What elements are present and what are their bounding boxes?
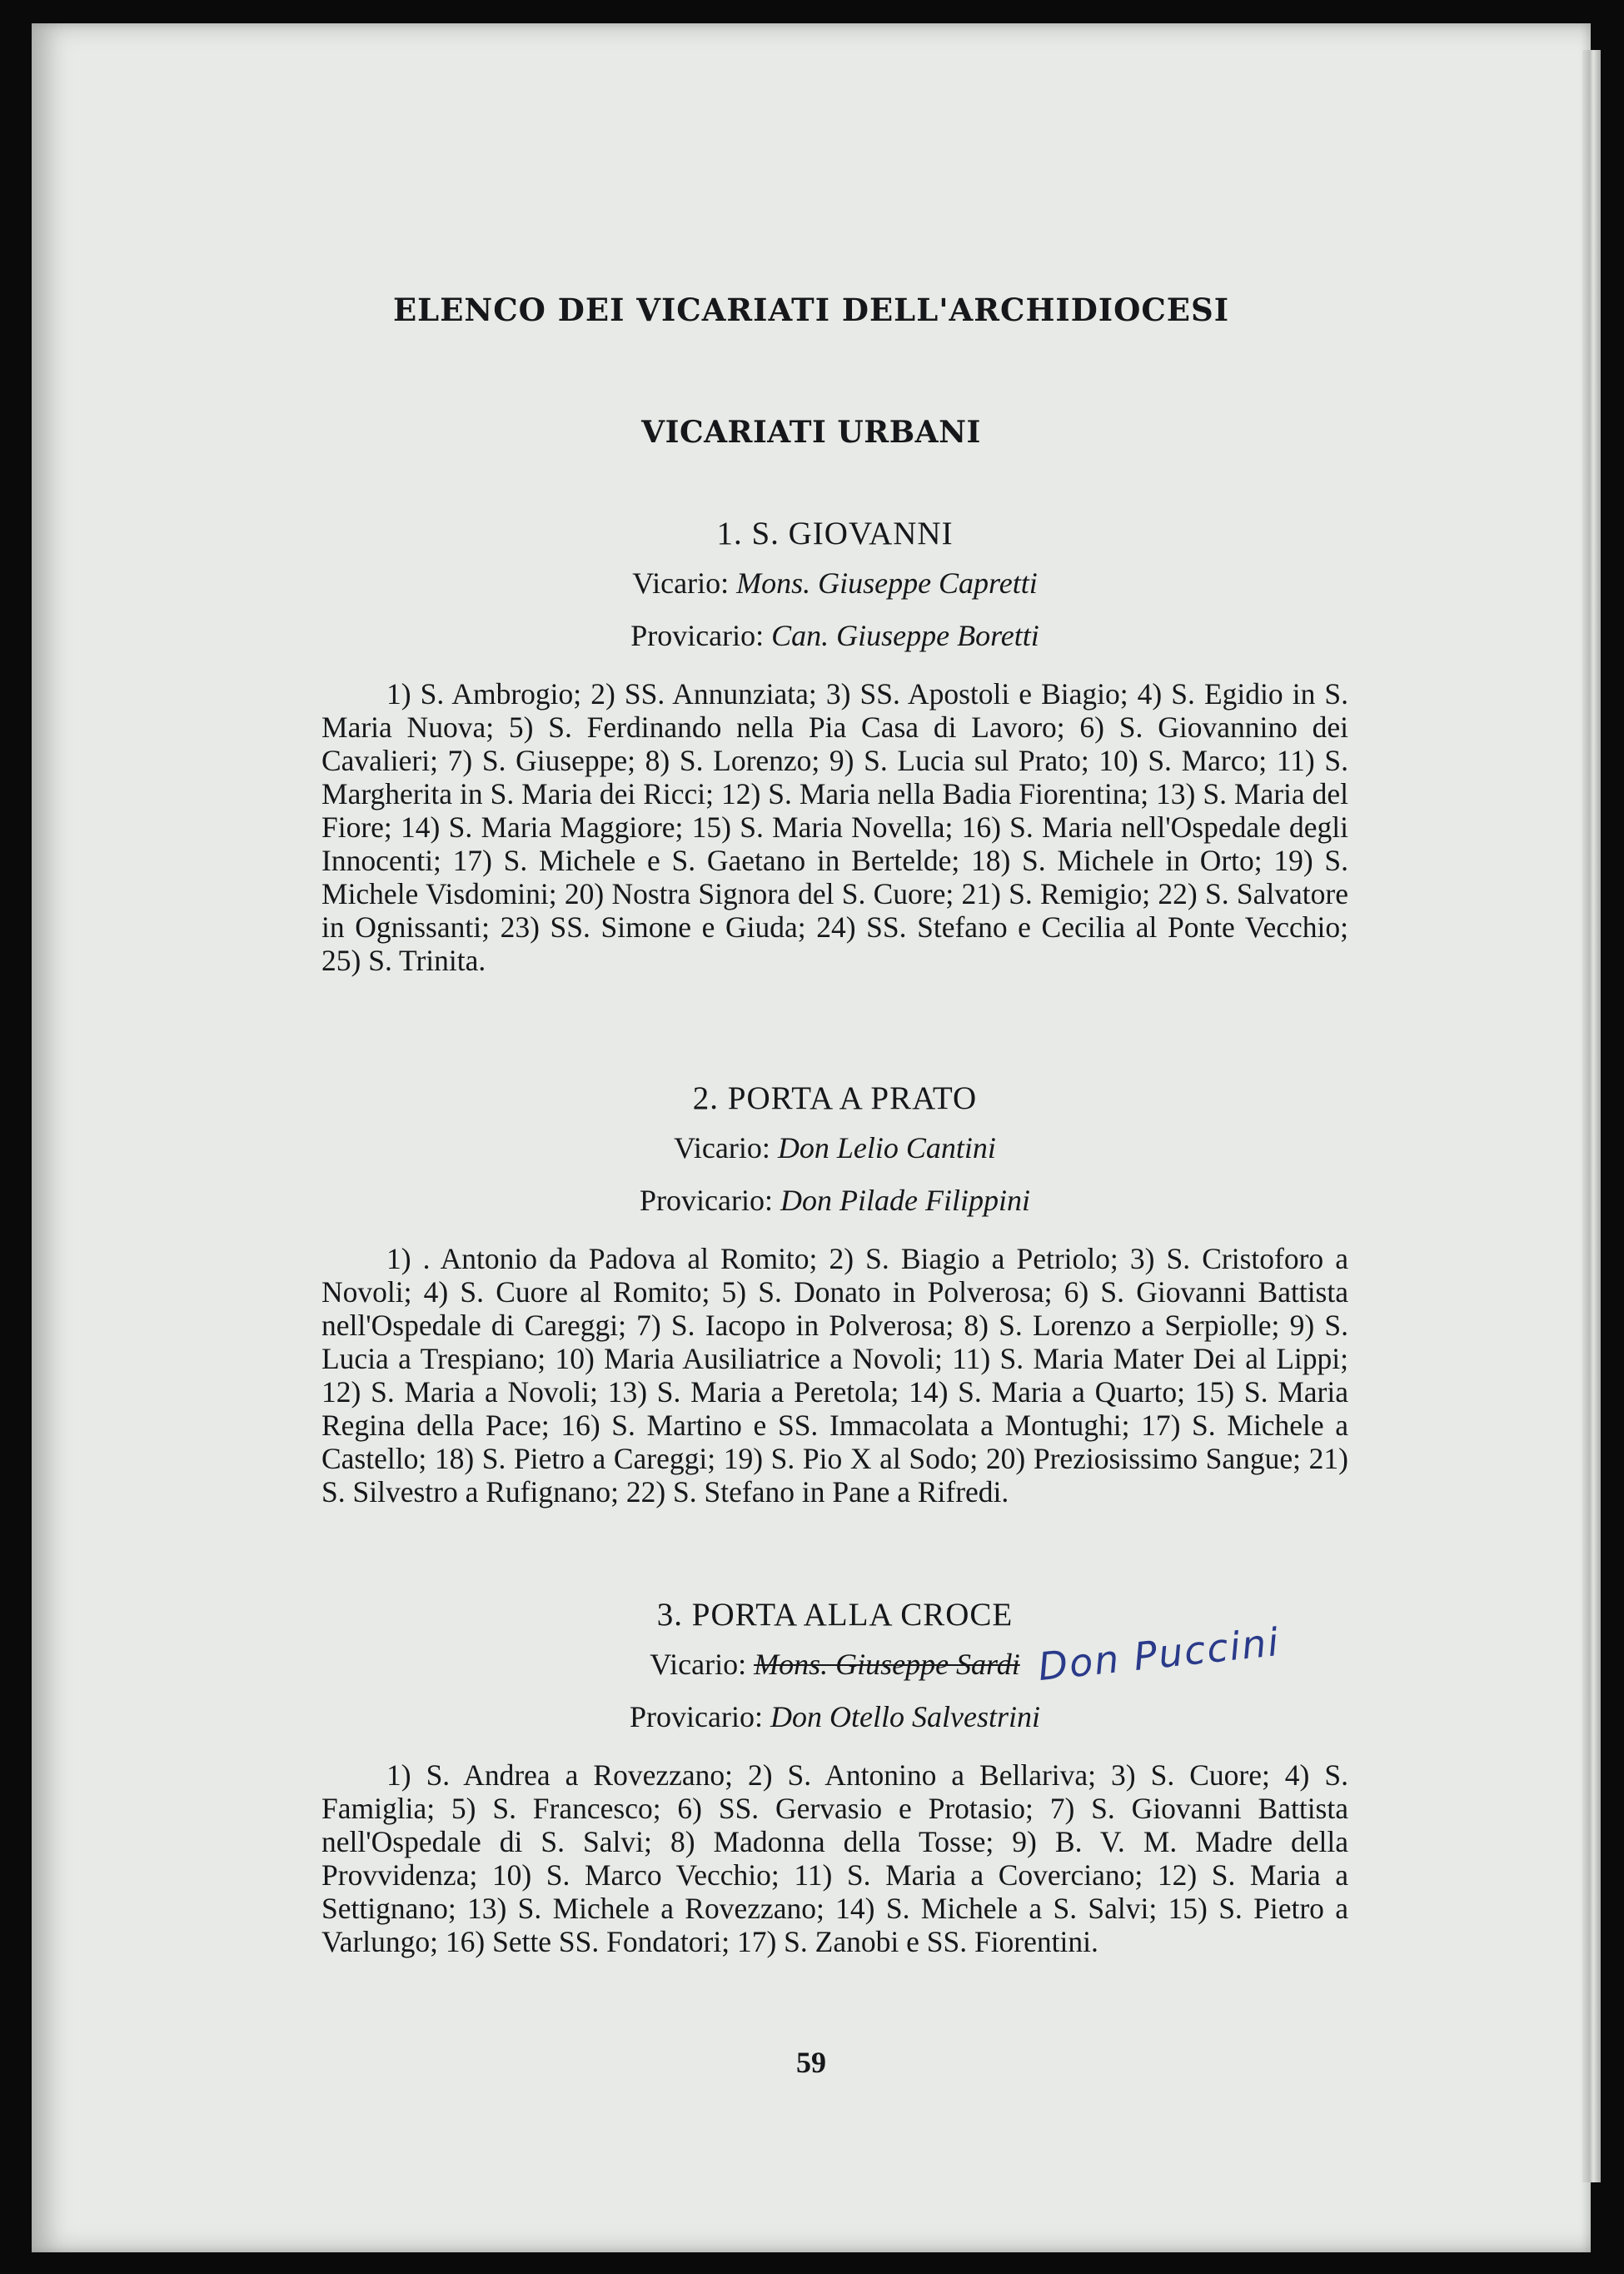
vicario-name: Don Lelio Cantini — [777, 1130, 996, 1164]
page-number: 59 — [796, 2046, 826, 2079]
page-edge — [1582, 50, 1601, 2182]
vicario-label: Vicario: — [632, 566, 730, 600]
vicario-name: Mons. Giuseppe Capretti — [736, 566, 1038, 600]
section-san-giovanni — [321, 515, 1348, 977]
provicario-line — [321, 1699, 1348, 1735]
section-heading: 3. PORTA ALLA CROCE — [656, 1597, 1014, 1633]
provicario-label: Provicario: — [630, 618, 765, 652]
handwritten-correction: Don Puccini — [1035, 1618, 1283, 1689]
document-subtitle: VICARIATI URBANI — [641, 415, 981, 450]
provicario-line — [321, 618, 1348, 654]
vicario-line — [321, 1130, 1348, 1166]
provicario-name: Don Otello Salvestrini — [770, 1699, 1040, 1733]
vicario-line — [321, 1618, 1348, 1689]
section-heading: 1. S. GIOVANNI — [716, 516, 954, 551]
vicario-line — [321, 566, 1348, 601]
provicario-label: Provicario: — [630, 1699, 763, 1733]
section-porta-a-prato — [321, 1080, 1348, 1509]
vicario-label: Vicario: — [650, 1647, 747, 1681]
vicario-name-struck: Mons. Giuseppe Sardi — [754, 1647, 1020, 1681]
provicario-label: Provicario: — [640, 1183, 773, 1217]
parish-list: 1) . Antonio da Padova al Romito; 2) S. Biagio a Petriolo; 3) S. Cristoforo a Novoli; 4) S. Cuore al Romito; 5) S. Donato in Polverosa; 6) S. Giovanni Battista nell'Ospedale di Careggi; 7) S. Iacopo in Polverosa; 8) S. Lorenzo a Serpiolle; 9) S. Lucia a Trespiano; 10) Maria Ausiliatrice a Novoli; 11) S. Maria Mater Dei al Lippi; 12) S. Maria a Novoli; 13) S. Maria a Peretola; 14) S. Maria a Quarto; 15) S. Maria Regina della Pace; 16) S. Martino e SS. Immacolata a Montughi; 17) S. Michele a Castello; 18) S. Pietro a Careggi; 19) S. Pio X al Sodo; 20) Preziosissimo Sangue; 21) S. Silvestro a Rufignano; 22) S. Stefano in Pane a Rifredi. — [321, 1242, 1348, 1509]
provicario-line — [321, 1183, 1348, 1219]
section-heading: 2. PORTA A PRATO — [692, 1080, 978, 1116]
document-title: ELENCO DEI VICARIATI DELL'ARCHIDIOCESI — [392, 292, 1230, 328]
parish-list: 1) S. Ambrogio; 2) SS. Annunziata; 3) SS. Apostoli e Biagio; 4) S. Egidio in S. Maria Nuova; 5) S. Ferdinando nella Pia Casa di Lavoro; 6) S. Giovannino dei Cavalieri; 7) S. Giuseppe; 8) S. Lorenzo; 9) S. Lucia sul Prato; 10) S. Marco; 11) S. Margherita in S. Maria dei Ricci; 12) S. Maria nella Badia Fiorentina; 13) S. Maria del Fiore; 14) S. Maria Maggiore; 15) S. Maria Novella; 16) S. Maria nell'Ospedale degli Innocenti; 17) S. Michele e S. Gaetano in Bertelde; 18) S. Michele in Orto; 19) S. Michele Visdomini; 20) Nostra Signora del S. Cuore; 21) S. Remigio; 22) S. Salvatore in Ognissanti; 23) SS. Simone e Giuda; 24) SS. Stefano e Cecilia al Ponte Vecchio; 25) S. Trinita. — [321, 677, 1348, 978]
parish-list: 1) S. Andrea a Rovezzano; 2) S. Antonino a Bellariva; 3) S. Cuore; 4) S. Famiglia; 5) S. Francesco; 6) SS. Gervasio e Protasio; 7) S. Giovanni Battista nell'Ospedale di S. Salvi; 8) Madonna della Tosse; 9) B. V. M. Madre della Provvidenza; 10) S. Marco Vecchio; 11) S. Maria a Coverciano; 12) S. Maria a Settignano; 13) S. Michele a Rovezzano; 14) S. Michele a S. Salvi; 15) S. Pietro a Varlungo; 16) Sette SS. Fondatori; 17) S. Zanobi e SS. Fiorentini. — [321, 1758, 1348, 1959]
provicario-name: Can. Giuseppe Boretti — [771, 618, 1039, 652]
vicario-label: Vicario: — [674, 1130, 770, 1164]
provicario-name: Don Pilade Filippini — [780, 1183, 1030, 1217]
section-porta-alla-croce — [321, 1596, 1348, 1958]
book-page — [32, 23, 1591, 2252]
